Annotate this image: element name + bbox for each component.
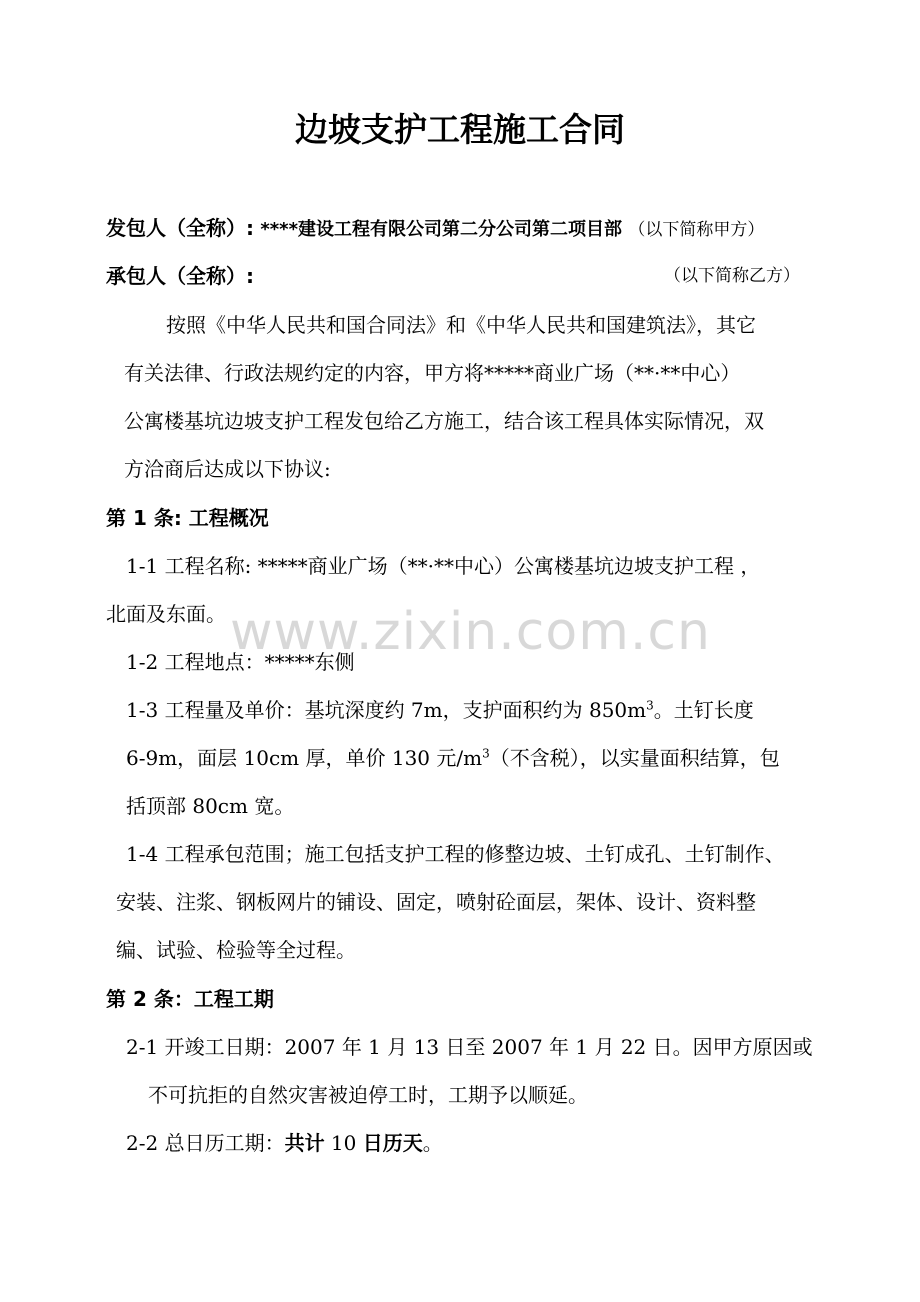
employer-line xyxy=(106,214,764,244)
preamble-line-2: 有关法律、行政法规约定的内容，甲方将*****商业广场（**·**中心） xyxy=(124,361,741,385)
preamble-line-3: 公寓楼基坑边坡支护工程发包给乙方施工，结合该工程具体实际情况，双 xyxy=(124,409,764,433)
contractor-label: 承包人（全称）: xyxy=(106,264,254,288)
article-1-heading: 第 1 条: 工程概况 xyxy=(106,506,269,530)
document-title: 边坡支护工程施工合同 xyxy=(295,110,625,149)
article-2-heading: 第 2 条：工程工期 xyxy=(106,987,274,1011)
item-3-line-1-tail: 。土钉长度 xyxy=(653,698,754,722)
preamble-line-4: 方洽商后达成以下协议: xyxy=(124,457,331,481)
article-1-item-4-line-1: 1-4 工程承包范围；施工包括支护工程的修整边坡、土钉成孔、土钉制作、 xyxy=(126,842,785,866)
article-1-item-3-line-1 xyxy=(126,696,754,724)
item-2-2-days: 10 xyxy=(324,1131,363,1155)
article-2-item-1-line-1: 2-1 开竣工日期：2007 年 1 月 13 日至 2007 年 1 月 22 日。因甲方原因或 xyxy=(126,1035,813,1059)
article-1-item-2: 1-2 工程地点：*****东侧 xyxy=(126,650,355,674)
employer-name: ****建设工程有限公司第二分公司第二项目部 xyxy=(260,219,623,240)
employer-note: （以下简称甲方） xyxy=(628,220,765,240)
article-2-item-2 xyxy=(126,1129,443,1157)
item-3-line-2-text: 6-9m，面层 10cm 厚，单价 130 元/m xyxy=(126,746,483,770)
preamble-line-1: 按照《中华人民共和国合同法》和《中华人民共和国建筑法》，其它 xyxy=(166,313,756,337)
article-1-item-1-line-2: 北面及东面。 xyxy=(106,602,226,626)
article-1-item-4-line-2: 安装、注浆、钢板网片的铺设、固定，喷射砼面层，架体、设计、资料整 xyxy=(116,890,756,914)
article-1-item-3-line-3: 括顶部 80cm 宽。 xyxy=(126,794,295,818)
watermark: www.zixin.com.cn xyxy=(230,602,711,662)
item-2-2-unit: 日历天 xyxy=(362,1131,423,1155)
article-1-item-3-line-2 xyxy=(126,744,780,772)
item-2-2-total: 共计 xyxy=(284,1131,325,1155)
item-2-2-end: 。 xyxy=(422,1131,443,1155)
article-1-item-1-line-1: 1-1 工程名称: *****商业广场（**·**中心）公寓楼基坑边坡支护工程 ， xyxy=(126,554,761,578)
cubic-superscript: 3 xyxy=(482,746,490,761)
article-1-item-4-line-3: 编、试验、检验等全过程。 xyxy=(116,938,356,962)
contractor-note: （以下简称乙方） xyxy=(664,266,800,286)
item-2-2-prefix: 2-2 总日历工期： xyxy=(126,1131,285,1155)
article-2-item-1-line-2: 不可抗拒的自然灾害被迫停工时，工期予以顺延。 xyxy=(148,1083,588,1107)
item-3-line-2-tail: （不含税），以实量面积结算，包 xyxy=(489,746,780,770)
employer-label: 发包人（全称）: xyxy=(106,216,254,240)
cubic-superscript: 3 xyxy=(646,698,654,713)
contractor-line xyxy=(106,262,254,290)
item-3-line-1-text: 1-3 工程量及单价：基坑深度约 7m，支护面积约为 850m xyxy=(126,698,647,722)
